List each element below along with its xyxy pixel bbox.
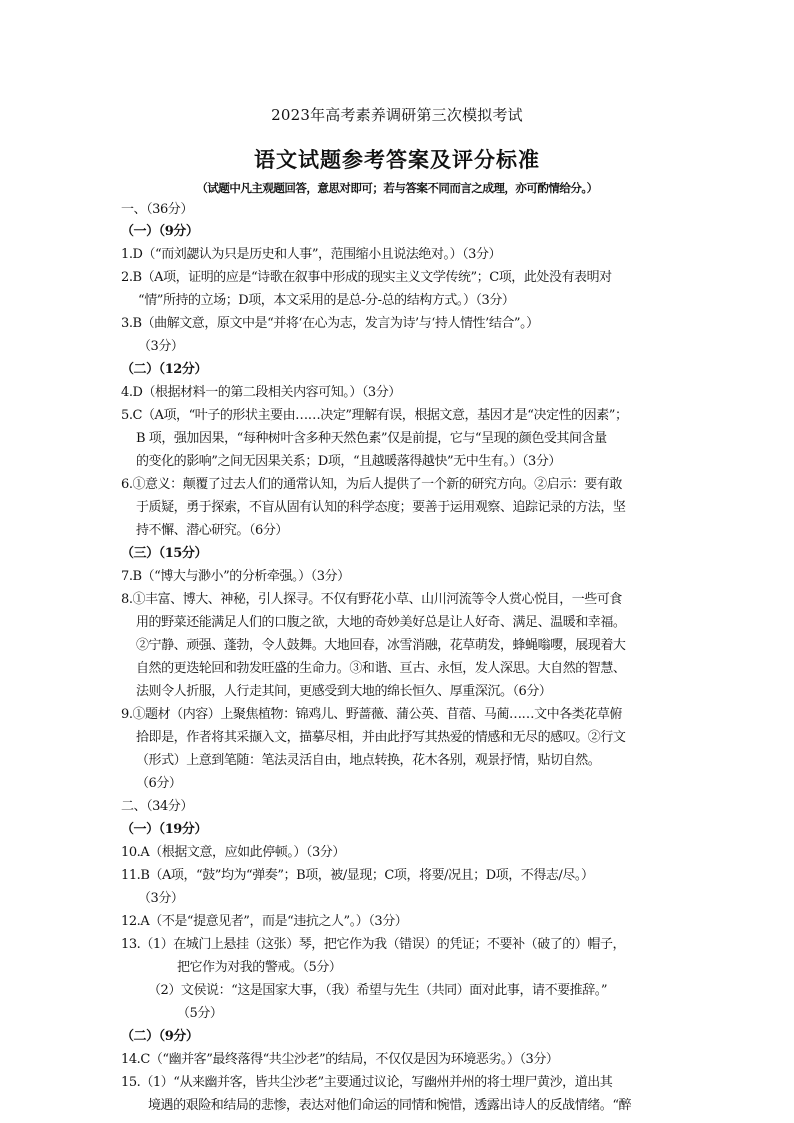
- answer-line: 的变化的影响”之间无因果关系；D项，“且越暖落得越快”无中生有。）（3分）: [136, 454, 561, 469]
- answer-line: 1.D（“而刘勰认为只是历史和人事”，范围缩小且说法绝对。）（3分）: [121, 247, 502, 262]
- answer-line: 11.B（A项，“鼓”均为“弹奏”；B项，被/显现；C项，将要/况且；D项，不得志/尽。）: [121, 868, 594, 883]
- subsection-heading: （二）（12分）: [121, 362, 207, 377]
- answer-line: 用的野菜还能满足人们的口腹之欲，大地的奇妙美好总是让人好奇、满足、温暖和幸福。: [136, 615, 626, 630]
- answer-line: 8.①丰富、博大、神秘，引人探寻。不仅有野花小草、山川河流等令人赏心悦目，一些可食: [121, 592, 622, 607]
- answer-line: （3分）: [138, 891, 184, 906]
- answer-line: 2.B（A项，证明的应是“诗歌在叙事中形成的现实主义文学传统”；C项，此处没有表明对: [121, 270, 612, 285]
- answer-line: 法则令人折服，人行走其间，更感受到大地的绵长恒久、厚重深沉。（6分）: [136, 684, 552, 699]
- answer-line: 把它作为对我的警戒。（5分）: [177, 960, 342, 975]
- answer-line: （5分）: [177, 1006, 223, 1021]
- answer-line: （3分）: [138, 339, 184, 354]
- answer-line: 13.（1）在城门上悬挂（这张）琴，把它作为我（错误）的凭证；不要补（破了的）帽子，: [121, 937, 626, 952]
- answer-line: 4.D（根据材料一的第二段相关内容可知。）（3分）: [121, 385, 401, 400]
- answer-line: “情”所持的立场；D项，本文采用的是总-分-总的结构方式。）（3分）: [138, 293, 515, 308]
- answer-line: 9.①题材（内容）上聚焦植物：锦鸡儿、野蔷薇、蒲公英、苜蓿、马蔺……文中各类花草俯: [121, 707, 622, 722]
- grading-note: （试题中凡主观题回答，意思对即可；若与答案不同而言之成理，亦可酌情给分。）: [196, 181, 598, 195]
- answer-line: 15.（1）“从来幽并客，皆共尘沙老”主要通过议论，写幽州并州的将士埋尸黄沙，道出其: [121, 1075, 613, 1090]
- answer-line: 7.B（“博大与渺小”的分析牵强。）（3分）: [121, 569, 350, 584]
- answer-line: 自然的更迭轮回和勃发旺盛的生命力。③和谐、亘古、永恒，发人深思。大自然的智慧、: [136, 661, 626, 676]
- exam-title: 2023年高考素养调研第三次模拟考试: [271, 106, 523, 124]
- answer-line: 5.C（A项，“叶子的形状主要由……决定”理解有误，根据文意，基因才是“决定性的因素”；: [121, 408, 628, 423]
- answer-line: （2）文侯说：“这是国家大事，（我）希望与先生（共同）面对此事，请不要推辞。”: [148, 983, 608, 998]
- section-heading: 一、（36分）: [121, 202, 193, 217]
- answer-line: （形式）上意到笔随：笔法灵活自由，地点转换，花木各别，观景抒情，贴切自然。: [136, 753, 601, 768]
- section-heading: 二、（34分）: [121, 799, 193, 814]
- answer-line: 12.A（不是“提意见者”，而是“违抗之人”。）（3分）: [121, 914, 408, 929]
- answer-line: （6分）: [136, 776, 182, 791]
- answer-line: ②宁静、顽强、蓬勃，令人鼓舞。大地回春，冰雪消融，花草萌发，蜂蝇嗡嘤，展现着大: [136, 638, 626, 653]
- answer-line: 10.A（根据文意，应如此停顿。）（3分）: [121, 845, 345, 860]
- answer-line: 持不懈、潜心研究。（6分）: [136, 523, 288, 538]
- answer-line: 于质疑，勇于探索，不盲从固有认知的科学态度；要善于运用观察、追踪记录的方法，坚: [136, 500, 626, 515]
- subsection-heading: （一）（19分）: [121, 822, 207, 837]
- document-title: 语文试题参考答案及评分标准: [254, 147, 540, 172]
- answer-line: 6.①意义：颠覆了过去人们的通常认知，为后人提供了一个新的研究方向。②启示：要有敢: [121, 477, 622, 492]
- subsection-heading: （三）（15分）: [121, 546, 207, 561]
- subsection-heading: （二）（9分）: [121, 1029, 199, 1044]
- answer-line: 拾即是，作者将其采撷入文，描摹尽相，并由此抒写其热爱的情感和无尽的感叹。②行文: [136, 730, 626, 745]
- answer-line: 境遇的艰险和结局的悲惨，表达对他们命运的同情和惋惜，透露出诗人的反战情绪。“醉: [148, 1098, 632, 1113]
- answer-line: 3.B（曲解文意，原文中是“并将‘在心为志，发言为诗’与‘持人情性’结合”。）: [121, 316, 539, 331]
- answer-line: 14.C（“幽并客”最终落得“共尘沙老”的结局，不仅仅是因为环境恶劣。）（3分）: [121, 1052, 559, 1067]
- answer-line: B 项，强加因果，“每种树叶含多种天然色素”仅是前提，它与“呈现的颜色受其间含量: [136, 431, 607, 446]
- subsection-heading: （一）（9分）: [121, 224, 199, 239]
